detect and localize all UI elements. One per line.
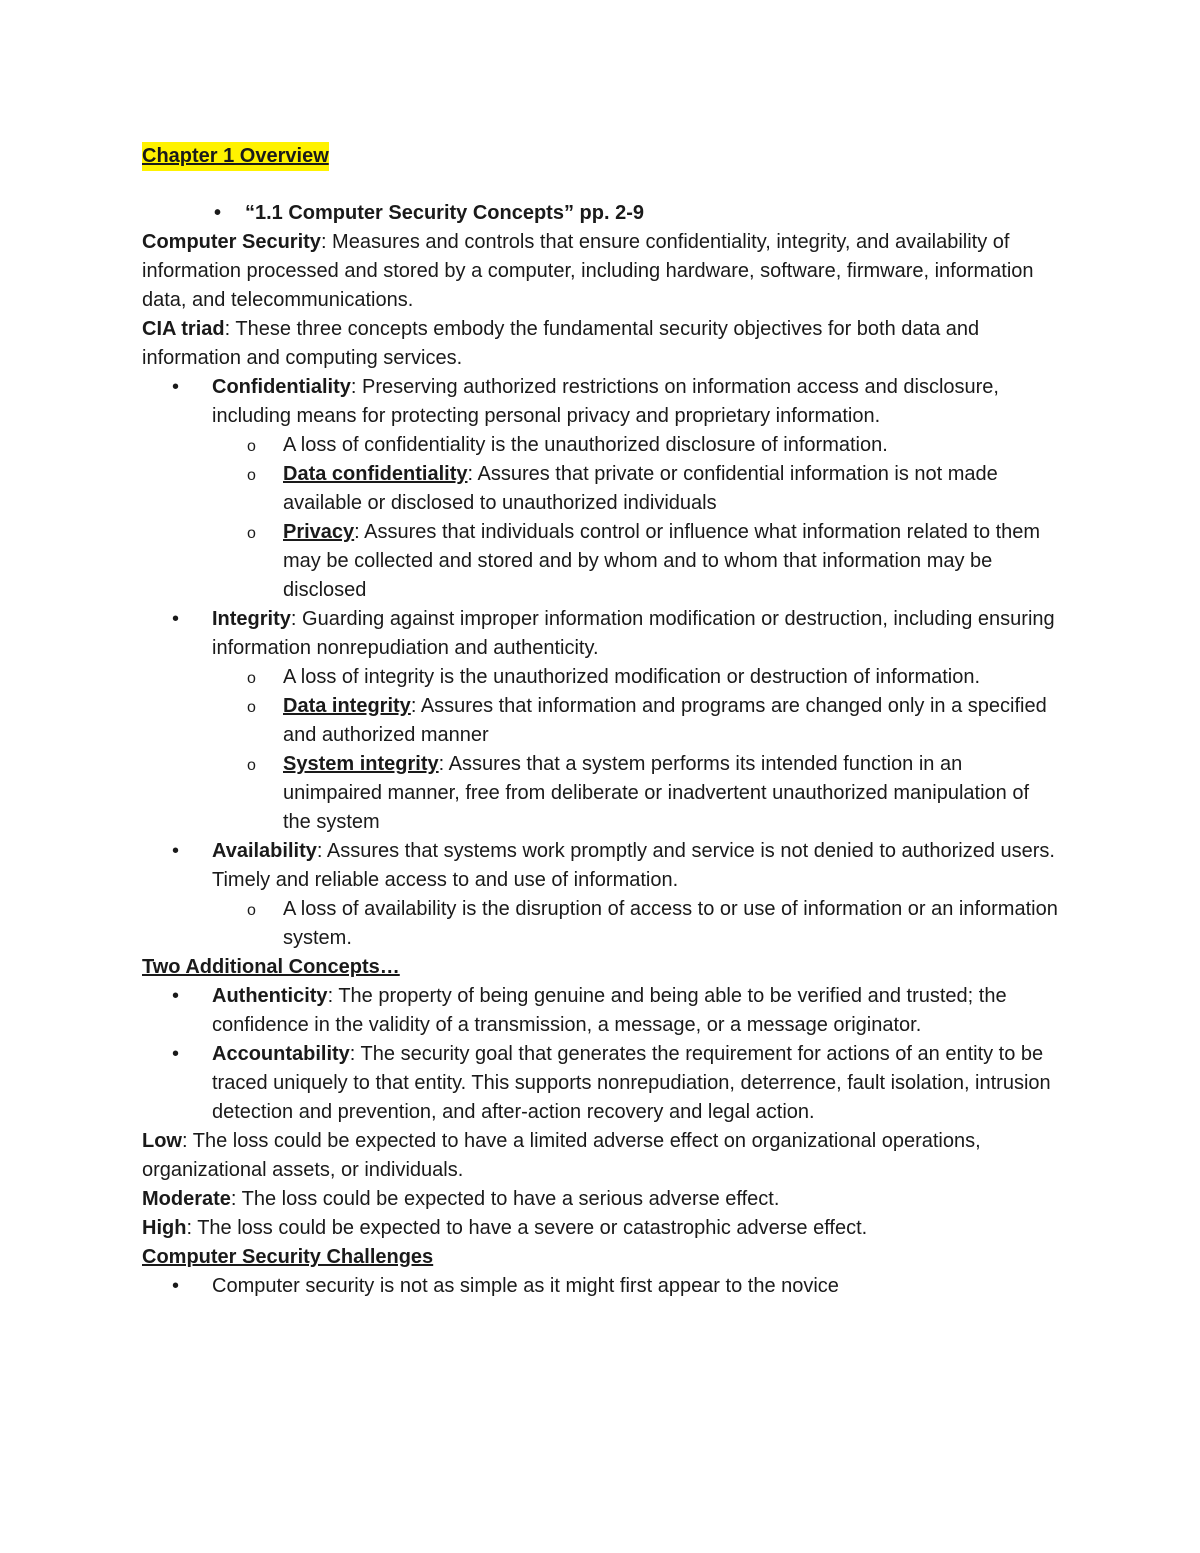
challenges-heading: Computer Security Challenges bbox=[142, 1246, 434, 1268]
list-item-integrity bbox=[142, 605, 1060, 837]
sub-bullet-icon: o bbox=[247, 902, 256, 919]
definition-text: : The loss could be expected to have a severe or catastrophic adverse effect. bbox=[186, 1217, 868, 1239]
term: Authenticity bbox=[212, 985, 328, 1007]
sub-item bbox=[212, 431, 1060, 460]
sub-item bbox=[212, 750, 1060, 837]
sub-item bbox=[212, 460, 1060, 518]
list-item-accountability bbox=[142, 1040, 1060, 1127]
sub-bullet-icon: o bbox=[247, 525, 256, 542]
definition-text: : The security goal that generates the requirement for actions of an entity to be traced uniquely to that entity. This supports nonrepudiation, deterrence, fault isolation, intrusion detection and prevention, and after-action recovery and legal action. bbox=[212, 1043, 1051, 1123]
sub-term: Privacy bbox=[283, 521, 355, 543]
sub-list bbox=[212, 663, 1060, 837]
list-item bbox=[142, 1272, 1060, 1301]
sub-term: Data integrity bbox=[283, 695, 411, 717]
bullet-icon: • bbox=[172, 840, 180, 862]
bullet-icon: • bbox=[172, 376, 180, 398]
bullet-icon: • bbox=[214, 202, 222, 224]
term: Availability bbox=[212, 840, 317, 862]
sub-item bbox=[212, 895, 1060, 953]
definition-text: : The property of being genuine and being able to be verified and trusted; the confidence in the validity of a transmission, a message, or a message originator. bbox=[212, 985, 1007, 1036]
sub-bullet-icon: o bbox=[247, 670, 256, 687]
sub-item bbox=[212, 518, 1060, 605]
term: Integrity bbox=[212, 608, 291, 630]
sub-list bbox=[212, 431, 1060, 605]
term: Low bbox=[142, 1130, 182, 1152]
list-item-authenticity bbox=[142, 982, 1060, 1040]
definition-text: : Preserving authorized restrictions on information access and disclosure, including means for protecting personal privacy and proprietary information. bbox=[212, 376, 999, 427]
sub-bullet-icon: o bbox=[247, 438, 256, 455]
bullet-icon: • bbox=[172, 608, 180, 630]
definition-text: : The loss could be expected to have a limited adverse effect on organizational operations, organizational assets, or individuals. bbox=[142, 1130, 981, 1181]
sub-item-text: : Assures that private or confidential information is not made available or disclosed to unauthorized individuals bbox=[283, 463, 998, 514]
list-item-availability bbox=[142, 837, 1060, 953]
sub-item-text: : Assures that information and programs are changed only in a specified and authorized manner bbox=[283, 695, 1047, 746]
sub-bullet-icon: o bbox=[247, 699, 256, 716]
definition-high bbox=[142, 1214, 1060, 1243]
chapter-title: Chapter 1 Overview bbox=[142, 142, 329, 171]
definition-cia-triad bbox=[142, 315, 1060, 373]
definition-text: : The loss could be expected to have a serious adverse effect. bbox=[230, 1188, 780, 1210]
additional-list bbox=[142, 982, 1060, 1127]
challenges-list bbox=[142, 1272, 1060, 1301]
bullet-icon: • bbox=[172, 1275, 180, 1297]
definition-text: : Assures that systems work promptly and service is not denied to authorized users. Timely and reliable access to and use of information. bbox=[212, 840, 1055, 891]
sub-list bbox=[212, 895, 1060, 953]
sub-item-text: A loss of availability is the disruption of access to or use of information or an information system. bbox=[283, 898, 1058, 949]
term: Confidentiality bbox=[212, 376, 351, 398]
definition-text: : Guarding against improper information modification or destruction, including ensuring information nonrepudiation and authenticity. bbox=[212, 608, 1055, 659]
sub-item-text: : Assures that individuals control or influence what information related to them may be collected and stored and by whom and to whom that information may be disclosed bbox=[283, 521, 1041, 601]
bullet-icon: • bbox=[172, 1043, 180, 1065]
additional-concepts-heading: Two Additional Concepts… bbox=[142, 956, 400, 978]
sub-item bbox=[212, 692, 1060, 750]
definition-moderate bbox=[142, 1185, 1060, 1214]
definition-text: : These three concepts embody the fundamental security objectives for both data and information and computing services. bbox=[142, 318, 980, 369]
sub-bullet-icon: o bbox=[247, 467, 256, 484]
definition-low bbox=[142, 1127, 1060, 1185]
sub-item-text: : Assures that a system performs its intended function in an unimpaired manner, free from deliberate or inadvertent unauthorized manipulation of the system bbox=[283, 753, 1029, 833]
term: CIA triad bbox=[142, 318, 225, 340]
term: Accountability bbox=[212, 1043, 350, 1065]
section-heading-text: “1.1 Computer Security Concepts” pp. 2-9 bbox=[245, 202, 644, 224]
sub-bullet-icon: o bbox=[247, 757, 256, 774]
sub-term: Data confidentiality bbox=[283, 463, 468, 485]
cia-list bbox=[142, 373, 1060, 953]
sub-item-text: A loss of integrity is the unauthorized modification or destruction of information. bbox=[283, 666, 981, 688]
list-item-confidentiality bbox=[142, 373, 1060, 605]
sub-term: System integrity bbox=[283, 753, 439, 775]
sub-item bbox=[212, 663, 1060, 692]
term: Computer Security bbox=[142, 231, 321, 253]
list-item-text: Computer security is not as simple as it might first appear to the novice bbox=[212, 1275, 839, 1297]
sub-item-text: A loss of confidentiality is the unauthorized disclosure of information. bbox=[283, 434, 888, 456]
term: High bbox=[142, 1217, 187, 1239]
term: Moderate bbox=[142, 1188, 231, 1210]
definition-text: : Measures and controls that ensure confidentiality, integrity, and availability of information processed and stored by a computer, including hardware, software, firmware, information data, and telecommunications. bbox=[142, 231, 1034, 311]
section-heading bbox=[142, 199, 1060, 228]
bullet-icon: • bbox=[172, 985, 180, 1007]
definition-computer-security bbox=[142, 228, 1060, 315]
